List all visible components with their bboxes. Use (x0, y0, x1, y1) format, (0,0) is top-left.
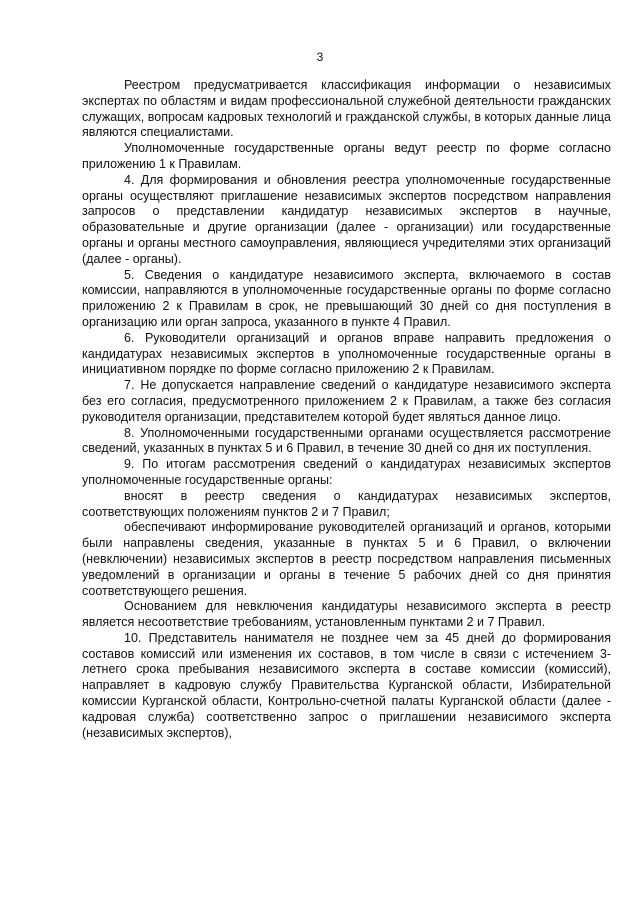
paragraph-item-8: 8. Уполномоченными государственными органами осуществляется рассмотрение сведений, указанных в пунктах 5 и 6 Правил, в течение 30 дней со дня их поступления. (82, 425, 611, 456)
paragraph-registry-classification: Реестром предусматривается классификация информации о независимых экспертах по областям и видам профессиональной служебной деятельности гражданских служащих, вопросам кадровых технологий и гражданской службы, в которых данные лица являются специалистами. (82, 78, 611, 140)
paragraph-item-5: 5. Сведения о кандидатуре независимого эксперта, включаемого в состав комиссии, направляются в уполномоченные государственные органы по форме согласно приложению 2 к Правилам в срок, не превышающий 30 дней со дня поступления в организацию или орган запроса, указанного в пункте 4 Правил. (82, 267, 611, 329)
paragraph-item-6: 6. Руководители организаций и органов вправе направить предложения о кандидатурах независимых экспертов в уполномоченные государственные органы в инициативном порядке по форме согласно приложению 2 к Правилам. (82, 330, 611, 377)
paragraph-item-10: 10. Представитель нанимателя не позднее чем за 45 дней до формирования составов комиссий или изменения их составов, в том числе в связи с истечением 3-летнего срока пребывания независимого эксперта в составе комиссии (комиссий), направляет в кадровую службу Правительства Курганской области, Избирательной комиссии Курганской области, Контрольно-счетной палаты Курганской области (далее - кадровая служба) соответственно запрос о приглашении независимого эксперта (независимых экспертов), (82, 630, 611, 740)
paragraph-item-9: 9. По итогам рассмотрения сведений о кандидатурах независимых экспертов уполномоченные государственные органы: (82, 457, 611, 487)
paragraph-item-9-include: вносят в реестр сведения о кандидатурах независимых экспертов, соответствующих положениям пунктов 2 и 7 Правил; (82, 488, 611, 519)
paragraph-item-9-notify: обеспечивают информирование руководителей организаций и органов, которыми были направлены сведения, указанные в пунктах 5 и 6 Правил, о включении (невключении) независимых экспертов в реестр посредством направления письменных уведомлений в организации и органы в течение 5 рабочих дней со дня принятия соответствующего решения. (82, 520, 611, 598)
document-body (82, 78, 611, 741)
paragraph-item-7: 7. Не допускается направление сведений о кандидатуре независимого эксперта без его согласия, предусмотренного приложением 2 к Правилам, а также без согласия руководителя организации, представителем которой будет являться данное лицо. (82, 378, 611, 424)
page-number: 3 (316, 50, 324, 64)
paragraph-item-4: 4. Для формирования и обновления реестра уполномоченные государственные органы осуществляют приглашение независимых экспертов посредством направления запросов о представлении кандидатур независимых экспертов в научные, образовательные и другие организации (далее - организации) или государственные органы и органы местного самоуправления, являющиеся учредителями этих организаций (далее - органы). (82, 172, 611, 266)
paragraph-registry-form: Уполномоченные государственные органы ведут реестр по форме согласно приложению 1 к Правилам. (82, 141, 611, 171)
paragraph-rejection-basis: Основанием для невключения кандидатуры независимого эксперта в реестр является несоответствие требованиям, установленным пунктами 2 и 7 Правил. (82, 599, 611, 630)
